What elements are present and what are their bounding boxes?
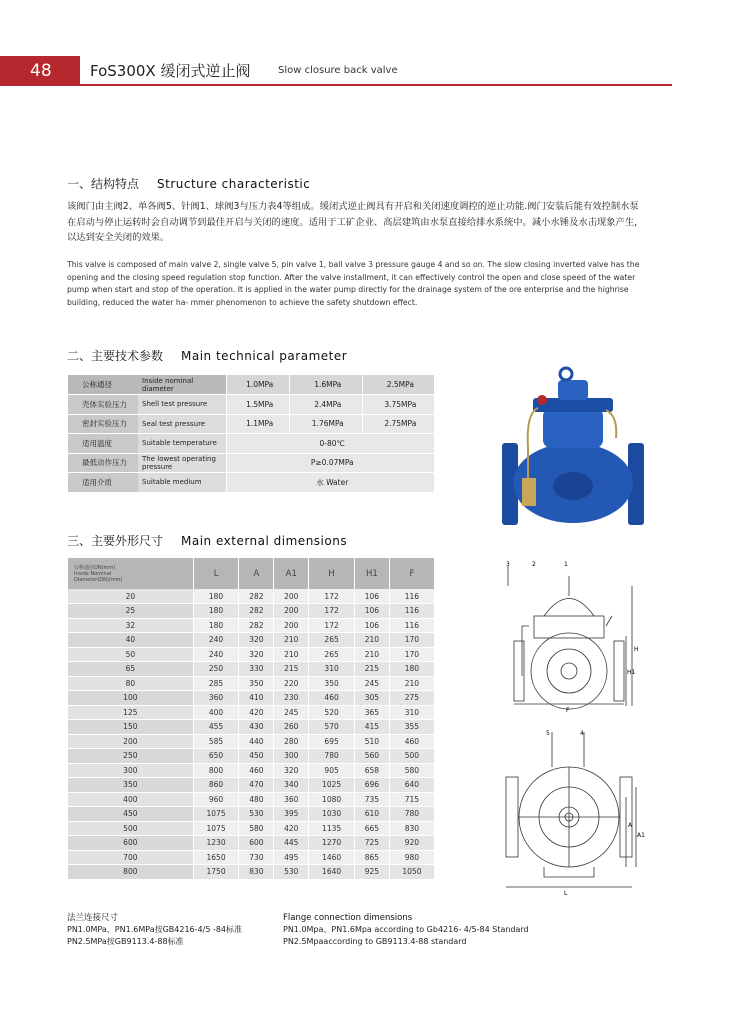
dimension-cell: 320 [274, 763, 309, 778]
dimension-cell: 215 [274, 662, 309, 677]
section-structure-title [67, 175, 310, 192]
flange-notes-en [283, 912, 529, 948]
dimension-cell: 180 [193, 604, 239, 619]
dn-cell: 500 [68, 821, 193, 836]
dimension-cell: 445 [274, 836, 309, 851]
dimension-cell: 180 [193, 618, 239, 633]
dimension-cell: 580 [239, 821, 274, 836]
dimension-cell: 210 [389, 676, 434, 691]
table-row [68, 720, 434, 735]
dimension-cell: 695 [309, 734, 355, 749]
dimension-cell: 180 [193, 589, 239, 604]
dimension-cell: 170 [389, 633, 434, 648]
dimension-cell: 665 [354, 821, 389, 836]
dimension-cell: 260 [274, 720, 309, 735]
param-value: 水 Water [226, 473, 434, 493]
section-dimensions-title [67, 532, 347, 549]
dimension-cell: 925 [354, 865, 389, 880]
drawing-label-l: L [564, 890, 568, 897]
dimension-cell: 585 [193, 734, 239, 749]
dimension-cell: 172 [309, 604, 355, 619]
table-row [68, 792, 434, 807]
dimension-cell: 320 [239, 647, 274, 662]
dimension-cell: 1075 [193, 807, 239, 822]
flange-notes-cn [67, 912, 242, 948]
param-value: 2.4MPa [289, 395, 362, 415]
dn-cell: 700 [68, 850, 193, 865]
dn-cell: 32 [68, 618, 193, 633]
dimension-cell: 440 [239, 734, 274, 749]
dimension-cell: 170 [389, 647, 434, 662]
section-structure-cn: 一、结构特点 [67, 177, 140, 191]
flange-line-en-1: PN1.0Mpa、PN1.6Mpa according to Gb4216- 4/5-84 Standard [283, 925, 529, 934]
param-value: 2.75MPa [362, 414, 434, 434]
dimension-cell: 282 [239, 618, 274, 633]
table-row [68, 453, 434, 473]
dimension-cell: 320 [239, 633, 274, 648]
dimension-cell: 600 [239, 836, 274, 851]
header-dn-en1: Inside Nominal [74, 570, 112, 577]
table-row [68, 434, 434, 454]
param-label-en: The lowest operating pressure [138, 453, 226, 473]
section-dimensions-en: Main external dimensions [181, 534, 348, 548]
dimension-cell: 1640 [309, 865, 355, 880]
dn-cell: 20 [68, 589, 193, 604]
valve-photo [498, 368, 648, 528]
dimension-cell: 1230 [193, 836, 239, 851]
table-row [68, 676, 434, 691]
dimension-cell: 340 [274, 778, 309, 793]
page-header [0, 56, 672, 86]
table-row [68, 662, 434, 677]
drawing-label-1: 1 [564, 561, 568, 568]
table-row [68, 375, 434, 395]
dimension-cell: 280 [274, 734, 309, 749]
dimension-cell: 210 [274, 647, 309, 662]
dimension-cell: 430 [239, 720, 274, 735]
dimension-cell: 240 [193, 633, 239, 648]
dimension-cell: 116 [389, 618, 434, 633]
dimension-cell: 730 [239, 850, 274, 865]
dimension-cell: 245 [354, 676, 389, 691]
product-title-en: Slow closure back valve [278, 65, 398, 76]
dimension-cell: 500 [389, 749, 434, 764]
table-row [68, 821, 434, 836]
dn-cell: 400 [68, 792, 193, 807]
dimension-cell: 420 [274, 821, 309, 836]
dimension-cell: 715 [389, 792, 434, 807]
param-value: 1.76MPa [289, 414, 362, 434]
technical-parameter-table [68, 375, 434, 493]
dimension-cell: 725 [354, 836, 389, 851]
table-row [68, 633, 434, 648]
dimension-cell: 470 [239, 778, 274, 793]
dimension-cell: 310 [309, 662, 355, 677]
dimension-cell: 230 [274, 691, 309, 706]
section-dimensions-cn: 三、主要外形尺寸 [67, 534, 164, 548]
param-label: 密封实验压力 [68, 414, 138, 434]
structure-paragraph-en: This valve is composed of main valve 2, single valve 5, pin valve 1, ball valve 3 pressure gauge 4 and so on. The slow closing inverted valve has the opening and the closing speed regulation stop function. After the valve installment, it can effectively control the open and close speed of the water pump when start and stop of the operation. It is applied in the water pump directly for the drainage system of the ore enterprise and the highrise building, reduced the water ha- mmer phenomenon to achieve the safety shutdown effect. [67, 260, 640, 307]
structure-paragraph-cn: 该阀门由主阀2、单各阀5、针阀1、球阀3与压力表4等组成。缓闭式逆止阀具有开启和关闭速度调控的逆止功能.阀门安装后能有效控制水泵在启动与停止运转时会自动调节到最佳开启与关闭的速度。适用于工矿企业、高层建筑由水泵直接给排水系统中。减小水锤及水击现象产生，以达到安全关闭的效果。 [67, 201, 644, 243]
param-value: 1.0MPa [226, 375, 289, 395]
drawing-label-3: 3 [506, 561, 510, 568]
dn-cell: 200 [68, 734, 193, 749]
dimension-cell: 1050 [389, 865, 434, 880]
dimension-cell: 106 [354, 604, 389, 619]
dimension-cell: 650 [193, 749, 239, 764]
dimension-cell: 282 [239, 589, 274, 604]
dimension-cell: 1025 [309, 778, 355, 793]
dimension-cell: 560 [354, 749, 389, 764]
dimension-cell: 1030 [309, 807, 355, 822]
dimension-cell: 240 [193, 647, 239, 662]
dn-cell: 150 [68, 720, 193, 735]
param-value: 2.5MPa [362, 375, 434, 395]
param-label: 壳体实验压力 [68, 395, 138, 415]
table-row [68, 618, 434, 633]
dimension-cell: 360 [193, 691, 239, 706]
dimensions-table [68, 558, 434, 880]
param-label: 适用温度 [68, 434, 138, 454]
table-row [68, 850, 434, 865]
dimension-cell: 800 [193, 763, 239, 778]
table-row [68, 836, 434, 851]
param-value: P≥0.07MPa [226, 453, 434, 473]
dimension-cell: 1075 [193, 821, 239, 836]
dimension-cell: 305 [354, 691, 389, 706]
dimension-cell: 570 [309, 720, 355, 735]
flange-line-en-2: PN2.5Mpaaccording to GB9113.4-88 standard [283, 937, 467, 946]
param-value: 1.5MPa [226, 395, 289, 415]
dimension-cell: 696 [354, 778, 389, 793]
table-row [68, 589, 434, 604]
dimension-cell: 1650 [193, 850, 239, 865]
dimension-cell: 658 [354, 763, 389, 778]
dn-cell: 50 [68, 647, 193, 662]
dimension-cell: 250 [193, 662, 239, 677]
flange-title-cn: 法兰连接尺寸 [67, 913, 119, 923]
section-structure-en: Structure characteristic [157, 177, 311, 191]
dimension-cell: 360 [274, 792, 309, 807]
dn-cell: 40 [68, 633, 193, 648]
dimension-cell: 172 [309, 589, 355, 604]
param-label-en: Inside nominal diameter [138, 375, 226, 395]
dimension-cell: 180 [389, 662, 434, 677]
dimension-cell: 960 [193, 792, 239, 807]
dn-cell: 65 [68, 662, 193, 677]
table-row [68, 865, 434, 880]
dimension-cell: 520 [309, 705, 355, 720]
dimension-cell: 106 [354, 618, 389, 633]
dimension-cell: 1080 [309, 792, 355, 807]
table-header-row [68, 558, 434, 589]
dimension-cell: 980 [389, 850, 434, 865]
dimension-cell: 830 [389, 821, 434, 836]
param-label-en: Shell test pressure [138, 395, 226, 415]
table-row [68, 734, 434, 749]
header-col: H [309, 558, 355, 589]
param-value: 1.6MPa [289, 375, 362, 395]
dimension-cell: 172 [309, 618, 355, 633]
dimension-cell: 200 [274, 618, 309, 633]
dimension-cell: 860 [193, 778, 239, 793]
drawing-label-h1: H1 [627, 669, 636, 676]
header-col: H1 [354, 558, 389, 589]
dimension-cell: 415 [354, 720, 389, 735]
param-label: 最低动作压力 [68, 453, 138, 473]
page-number: 48 [0, 56, 80, 86]
param-label-en: Suitable medium [138, 473, 226, 493]
dimension-cell: 350 [239, 676, 274, 691]
param-value: 0-80℃ [226, 434, 434, 454]
dimension-cell: 200 [274, 604, 309, 619]
dimension-cell: 460 [389, 734, 434, 749]
product-title: FoS300X 缓闭式逆止阀 [90, 62, 251, 80]
table-row [68, 647, 434, 662]
dn-cell: 100 [68, 691, 193, 706]
dimension-cell: 395 [274, 807, 309, 822]
dimension-cell: 200 [274, 589, 309, 604]
dimension-cell: 640 [389, 778, 434, 793]
table-row [68, 395, 434, 415]
dimension-cell: 460 [309, 691, 355, 706]
drawing-label-a: A [628, 822, 633, 829]
dimension-cell: 780 [389, 807, 434, 822]
dn-cell: 600 [68, 836, 193, 851]
dimension-cell: 610 [354, 807, 389, 822]
header-col: L [193, 558, 239, 589]
drawing-label-a1: A1 [637, 832, 645, 839]
dimension-cell: 355 [389, 720, 434, 735]
dimension-cell: 245 [274, 705, 309, 720]
flange-line-cn-2: PN2.5MPa按GB9113.4-88标准 [67, 937, 184, 946]
table-row [68, 414, 434, 434]
flange-line-cn-1: PN1.0MPa、PN1.6MPa按GB4216-4/5 -84标准 [67, 925, 243, 934]
dimension-cell: 1460 [309, 850, 355, 865]
table-row [68, 473, 434, 493]
dimension-cell: 780 [309, 749, 355, 764]
dimension-cell: 865 [354, 850, 389, 865]
table-row [68, 763, 434, 778]
drawing-label-4: 4 [580, 730, 584, 737]
header-col: A1 [274, 558, 309, 589]
header-col: F [389, 558, 434, 589]
dimension-cell: 116 [389, 604, 434, 619]
dimension-cell: 210 [274, 633, 309, 648]
dimension-cell: 210 [354, 647, 389, 662]
dn-cell: 125 [68, 705, 193, 720]
dimension-cell: 265 [309, 647, 355, 662]
dimension-cell: 265 [309, 633, 355, 648]
dn-cell: 250 [68, 749, 193, 764]
drawing-label-h: H [634, 646, 639, 653]
dn-cell: 80 [68, 676, 193, 691]
param-value: 1.1MPa [226, 414, 289, 434]
param-value: 3.75MPa [362, 395, 434, 415]
dimension-cell: 420 [239, 705, 274, 720]
valve-top-drawing [494, 727, 644, 897]
section-technical-title [67, 347, 347, 364]
param-label-en: Seal test pressure [138, 414, 226, 434]
dn-cell: 800 [68, 865, 193, 880]
param-label-en: Suitable temperature [138, 434, 226, 454]
dimension-cell: 735 [354, 792, 389, 807]
dimension-cell: 220 [274, 676, 309, 691]
dimension-cell: 450 [239, 749, 274, 764]
dimension-cell: 530 [274, 865, 309, 880]
dimension-cell: 116 [389, 589, 434, 604]
dimension-cell: 410 [239, 691, 274, 706]
valve-side-drawing [494, 556, 644, 716]
table-row [68, 778, 434, 793]
header-dn-cn: 公称通径DN(mm) [74, 564, 116, 571]
header-dn-en2: Diameter(DN)(mm) [74, 576, 123, 583]
table-row [68, 705, 434, 720]
dimension-cell: 830 [239, 865, 274, 880]
flange-title-en: Flange connection dimensions [283, 913, 413, 923]
dimension-cell: 455 [193, 720, 239, 735]
section-technical-cn: 二、主要技术参数 [67, 349, 164, 363]
dn-cell: 300 [68, 763, 193, 778]
dimension-cell: 495 [274, 850, 309, 865]
dn-cell: 25 [68, 604, 193, 619]
header-rule [80, 84, 672, 86]
dimension-cell: 285 [193, 676, 239, 691]
header-col: A [239, 558, 274, 589]
dimension-cell: 310 [389, 705, 434, 720]
dimension-cell: 1270 [309, 836, 355, 851]
dimension-cell: 282 [239, 604, 274, 619]
dimension-cell: 1750 [193, 865, 239, 880]
dn-cell: 450 [68, 807, 193, 822]
dimension-cell: 510 [354, 734, 389, 749]
dimension-cell: 275 [389, 691, 434, 706]
dimension-cell: 905 [309, 763, 355, 778]
dimension-cell: 350 [309, 676, 355, 691]
param-label: 公称通径 [68, 375, 138, 395]
section-technical-en: Main technical parameter [181, 349, 348, 363]
dimension-cell: 530 [239, 807, 274, 822]
table-row [68, 807, 434, 822]
drawing-label-5: 5 [546, 730, 550, 737]
dimension-cell: 920 [389, 836, 434, 851]
param-label: 适用介质 [68, 473, 138, 493]
dimension-cell: 210 [354, 633, 389, 648]
dimension-cell: 460 [239, 763, 274, 778]
dn-cell: 350 [68, 778, 193, 793]
dimension-cell: 1135 [309, 821, 355, 836]
table-row [68, 604, 434, 619]
drawing-label-f: F [566, 707, 570, 714]
dimension-cell: 106 [354, 589, 389, 604]
dimension-cell: 330 [239, 662, 274, 677]
table-row [68, 691, 434, 706]
drawing-label-2: 2 [532, 561, 536, 568]
dimension-cell: 580 [389, 763, 434, 778]
table-row [68, 749, 434, 764]
dimension-cell: 480 [239, 792, 274, 807]
header-dn [68, 558, 193, 589]
dimension-cell: 300 [274, 749, 309, 764]
dimension-cell: 365 [354, 705, 389, 720]
dimension-cell: 400 [193, 705, 239, 720]
dimension-cell: 215 [354, 662, 389, 677]
